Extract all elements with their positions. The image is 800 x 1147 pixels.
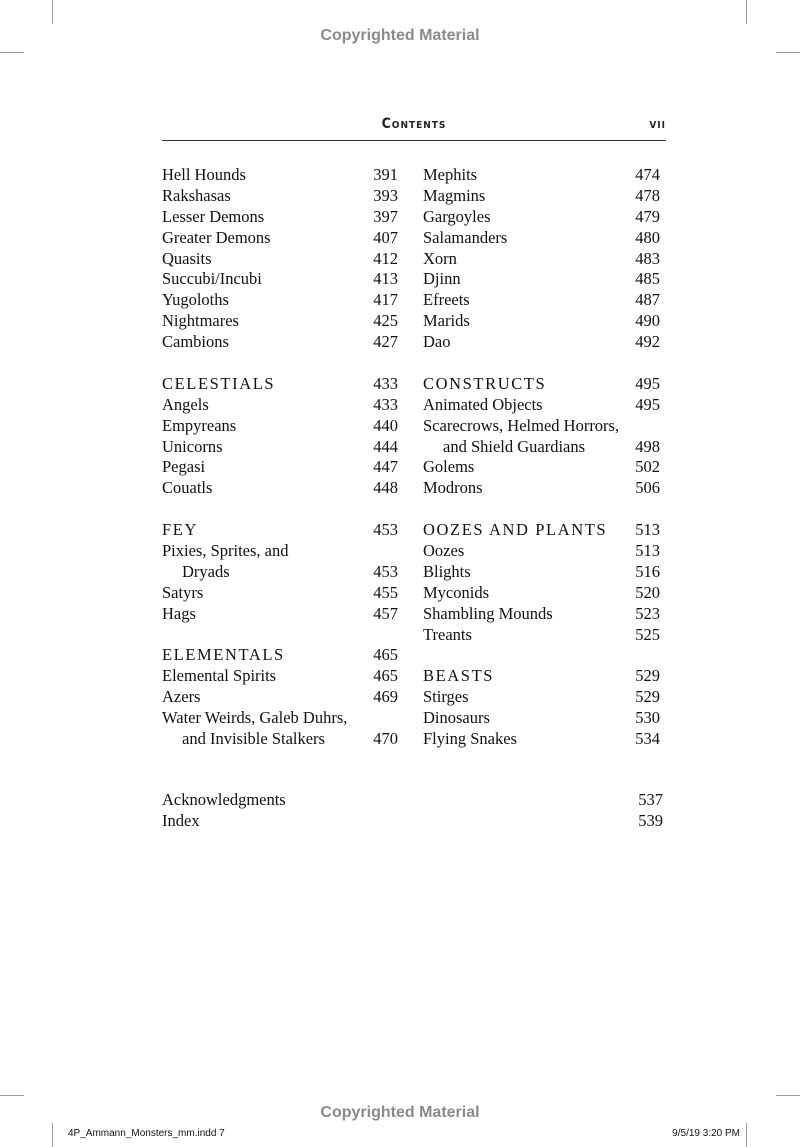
- toc-entry: [423, 416, 660, 437]
- entry-title: Water Weirds, Galeb Duhrs,: [162, 708, 348, 728]
- copyright-banner-top: Copyrighted Material: [320, 27, 480, 44]
- section-title: CONSTRUCTS: [423, 373, 547, 393]
- entry-page: 453: [373, 520, 398, 540]
- entry-title: Acknowledgments: [162, 790, 286, 809]
- crop-mark: [776, 1095, 800, 1096]
- entry-page: 534: [635, 729, 660, 749]
- entry-title: Myconids: [423, 582, 489, 602]
- toc-entry: [423, 562, 660, 583]
- toc-entry: [423, 457, 660, 478]
- entry-title: and Invisible Stalkers: [182, 729, 325, 749]
- entry-page: 457: [373, 603, 398, 623]
- entry-title: Treants: [423, 624, 472, 644]
- entry-page: 393: [373, 185, 398, 205]
- entry-title: Xorn: [423, 248, 457, 268]
- entry-title: Shambling Mounds: [423, 603, 553, 623]
- entry-title: Angels: [162, 394, 209, 414]
- slug-filename: 4P_Ammann_Monsters_mm.indd 7: [68, 1128, 225, 1139]
- entry-page: 455: [373, 582, 398, 602]
- entry-title: Golems: [423, 457, 475, 477]
- entry-page: 506: [635, 478, 660, 498]
- toc-entry: [162, 666, 398, 687]
- entry-page: 412: [373, 248, 398, 268]
- entry-title: Nightmares: [162, 311, 239, 331]
- toc-entry: [162, 395, 398, 416]
- entry-page: 490: [635, 311, 660, 331]
- entry-title: Cambions: [162, 332, 229, 352]
- section-title: BEASTS: [423, 666, 495, 686]
- toc-entry: [162, 186, 398, 207]
- entry-title: Animated Objects: [423, 394, 543, 414]
- toc-entry: [162, 269, 398, 290]
- entry-page: 492: [635, 332, 660, 352]
- toc-left-column: [162, 165, 398, 750]
- entry-title: Quasits: [162, 248, 212, 268]
- entry-title: Unicorns: [162, 436, 223, 456]
- entry-page: 523: [635, 603, 660, 623]
- entry-title: Hell Hounds: [162, 165, 246, 184]
- toc-entry: [423, 290, 660, 311]
- toc-entry: [162, 687, 398, 708]
- toc-entry: [162, 604, 398, 625]
- toc-entry: [423, 541, 660, 562]
- toc-right-column: [423, 165, 660, 750]
- section-title: FEY: [162, 520, 198, 540]
- entry-title: Efreets: [423, 290, 470, 310]
- entry-title: Djinn: [423, 269, 461, 289]
- entry-page: 539: [638, 810, 663, 830]
- entry-page: 440: [373, 415, 398, 435]
- toc-section-heading: [162, 520, 398, 541]
- toc-entry: [423, 583, 660, 604]
- entry-page: 480: [635, 227, 660, 247]
- toc-entry: [162, 478, 398, 499]
- crop-mark: [0, 1095, 24, 1096]
- section-title: ELEMENTALS: [162, 645, 285, 665]
- entry-page: 444: [373, 436, 398, 456]
- running-head: [162, 116, 666, 138]
- entry-page: 487: [635, 290, 660, 310]
- toc-section-heading: [423, 520, 660, 541]
- entry-page: 525: [635, 624, 660, 644]
- entry-title: Gargoyles: [423, 206, 491, 226]
- entry-page: 465: [373, 666, 398, 686]
- toc-entry: [423, 207, 660, 228]
- section-title: OOZES AND PLANTS: [423, 520, 608, 540]
- toc-entry: [423, 478, 660, 499]
- entry-title: Magmins: [423, 185, 486, 205]
- toc-entry: [423, 395, 660, 416]
- entry-title: Salamanders: [423, 227, 508, 247]
- copyright-banner-bottom: Copyrighted Material: [320, 1104, 480, 1121]
- toc-entry: [162, 249, 398, 270]
- toc-entry: [162, 311, 398, 332]
- toc-section-heading: [423, 374, 660, 395]
- entry-title: Pegasi: [162, 457, 206, 477]
- toc-entry: [423, 437, 660, 458]
- entry-title: Dao: [423, 332, 451, 352]
- entry-page: 433: [373, 394, 398, 414]
- entry-page: 397: [373, 206, 398, 226]
- toc-entry: [162, 290, 398, 311]
- toc-entry: [162, 562, 398, 583]
- toc-entry: [162, 165, 398, 186]
- entry-page: 495: [635, 394, 660, 414]
- entry-page: 483: [635, 248, 660, 268]
- entry-page: 513: [635, 541, 660, 561]
- crop-mark: [776, 52, 800, 53]
- crop-mark: [746, 0, 747, 24]
- entry-page: 453: [373, 561, 398, 581]
- entry-page: 427: [373, 332, 398, 352]
- crop-mark: [52, 1123, 53, 1147]
- toc-entry: [162, 416, 398, 437]
- entry-page: 513: [635, 520, 660, 540]
- entry-page: 447: [373, 457, 398, 477]
- entry-title: Succubi/Incubi: [162, 269, 262, 289]
- toc-entry: [423, 708, 660, 729]
- toc-entry: [162, 729, 398, 750]
- entry-page: 391: [373, 165, 398, 184]
- entry-page: 537: [638, 790, 663, 809]
- toc-entry: [162, 583, 398, 604]
- toc-entry: [162, 457, 398, 478]
- entry-title: Azers: [162, 687, 201, 707]
- entry-page: 478: [635, 185, 660, 205]
- entry-title: Dryads: [182, 561, 230, 581]
- entry-title: Mephits: [423, 165, 478, 184]
- entry-title: Hags: [162, 603, 196, 623]
- toc-entry: [162, 790, 663, 811]
- toc-entry: [423, 604, 660, 625]
- entry-page: 448: [373, 478, 398, 498]
- entry-page: 520: [635, 582, 660, 602]
- page-number: vii: [649, 116, 666, 132]
- crop-mark: [0, 52, 24, 53]
- entry-page: 498: [635, 436, 660, 456]
- entry-page: 433: [373, 373, 398, 393]
- entry-title: Yugoloths: [162, 290, 229, 310]
- toc-entry: [423, 249, 660, 270]
- toc-entry: [162, 708, 398, 729]
- toc-entry: [162, 811, 663, 832]
- entry-title: Empyreans: [162, 415, 237, 435]
- toc-section-heading: [162, 374, 398, 395]
- entry-page: 425: [373, 311, 398, 331]
- entry-title: Lesser Demons: [162, 206, 265, 226]
- toc-entry: [162, 541, 398, 562]
- entry-title: Modrons: [423, 478, 483, 498]
- entry-title: and Shield Guardians: [443, 436, 586, 456]
- entry-page: 413: [373, 269, 398, 289]
- toc-section-heading: [423, 666, 660, 687]
- crop-mark: [746, 1123, 747, 1147]
- entry-page: 485: [635, 269, 660, 289]
- toc-entry: [162, 228, 398, 249]
- entry-title: Rakshasas: [162, 185, 231, 205]
- crop-mark: [52, 0, 53, 24]
- toc-back-matter: [162, 790, 663, 832]
- entry-title: Dinosaurs: [423, 708, 490, 728]
- toc-entry: [423, 687, 660, 708]
- entry-title: Elemental Spirits: [162, 666, 277, 686]
- entry-title: Marids: [423, 311, 470, 331]
- running-head-title: Contents: [381, 116, 447, 132]
- toc-entry: [423, 311, 660, 332]
- toc-entry: [423, 228, 660, 249]
- entry-title: Couatls: [162, 478, 213, 498]
- toc-entry: [423, 165, 660, 186]
- entry-page: 470: [373, 729, 398, 749]
- toc-entry: [162, 437, 398, 458]
- entry-title: Index: [162, 810, 200, 830]
- entry-page: 502: [635, 457, 660, 477]
- entry-title: Flying Snakes: [423, 729, 517, 749]
- section-title: CELESTIALS: [162, 373, 276, 393]
- toc-entry: [423, 729, 660, 750]
- entry-page: 495: [635, 373, 660, 393]
- entry-page: 417: [373, 290, 398, 310]
- entry-page: 465: [373, 645, 398, 665]
- entry-page: 529: [635, 666, 660, 686]
- entry-title: Satyrs: [162, 582, 204, 602]
- entry-title: Pixies, Sprites, and: [162, 541, 289, 561]
- entry-page: 469: [373, 687, 398, 707]
- toc-entry: [423, 186, 660, 207]
- entry-title: Greater Demons: [162, 227, 271, 247]
- slug-timestamp: 9/5/19 3:20 PM: [672, 1128, 740, 1139]
- entry-page: 479: [635, 206, 660, 226]
- entry-title: Scarecrows, Helmed Horrors,: [423, 415, 620, 435]
- toc-entry: [423, 332, 660, 353]
- entry-title: Blights: [423, 561, 471, 581]
- entry-page: 529: [635, 687, 660, 707]
- entry-page: 530: [635, 708, 660, 728]
- toc-entry: [162, 207, 398, 228]
- entry-page: 407: [373, 227, 398, 247]
- entry-title: Oozes: [423, 541, 465, 561]
- entry-page: 516: [635, 561, 660, 581]
- entry-page: 474: [635, 165, 660, 184]
- entry-title: Stirges: [423, 687, 469, 707]
- toc-entry: [423, 625, 660, 646]
- toc-section-heading: [162, 645, 398, 666]
- toc-entry: [162, 332, 398, 353]
- toc-entry: [423, 269, 660, 290]
- header-rule: [162, 140, 666, 141]
